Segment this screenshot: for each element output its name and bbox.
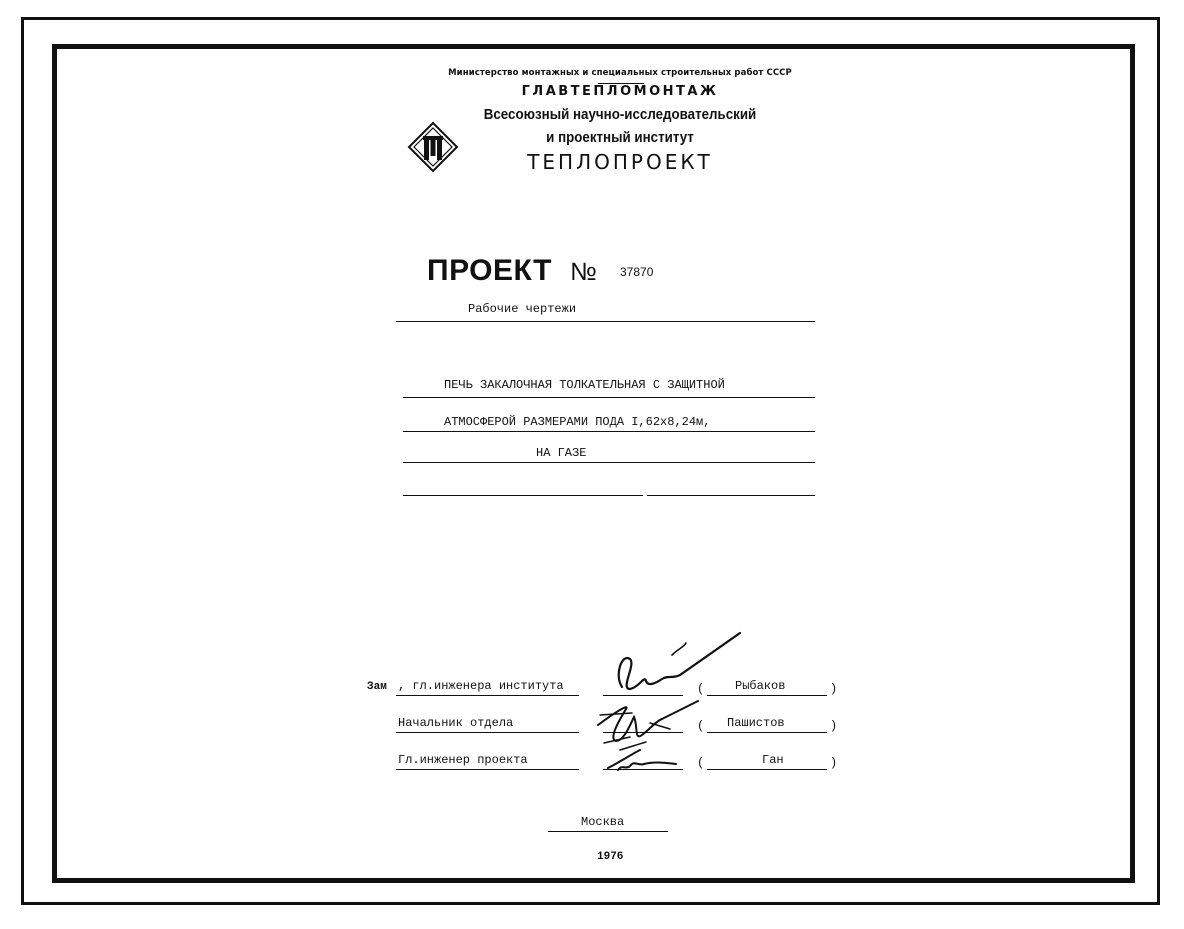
signer-name-1: Рыбаков — [735, 679, 786, 693]
title-underline-2 — [403, 431, 815, 432]
number-sign: № — [570, 258, 597, 286]
position-underline-3 — [396, 769, 579, 770]
signature-position-1: , гл.инженера института — [398, 679, 564, 693]
city: Москва — [581, 815, 625, 829]
title-underline-1 — [403, 397, 815, 398]
signer-name-3: Ган — [762, 753, 784, 767]
institute-line-1: Всесоюзный научно-исследовательский — [483, 107, 757, 123]
title-line-1: ПЕЧЬ ЗАКАЛОЧНАЯ ТОЛКАТЕЛЬНАЯ С ЗАЩИТНОЙ — [444, 378, 725, 392]
title-line-2: АТМОСФЕРОЙ РАЗМЕРАМИ ПОДА I,62х8,24м, — [444, 415, 711, 429]
stage-underline — [396, 321, 815, 322]
handwritten-signature-3 — [600, 740, 710, 780]
institute-name: ТЕПЛОПРОЕКТ — [527, 150, 713, 174]
title-line-3: НА ГАЗЕ — [536, 446, 587, 460]
paren-close-1: ) — [830, 682, 838, 696]
position-underline-1 — [396, 695, 579, 696]
city-underline — [548, 831, 668, 832]
paren-open-3: ( — [697, 756, 705, 770]
title-underline-3 — [403, 462, 815, 463]
name-underline-3 — [707, 769, 827, 770]
blank-underline-left — [403, 495, 643, 496]
signature-position-3: Гл.инженер проекта — [398, 753, 528, 767]
paren-close-2: ) — [830, 719, 838, 733]
signer-name-2: Пашистов — [727, 716, 785, 730]
signature-position-2: Начальник отдела — [398, 716, 514, 730]
project-number: 37870 — [620, 265, 654, 279]
name-underline-2 — [707, 732, 827, 733]
paren-open-2: ( — [697, 719, 705, 733]
project-label: ПРОЕКТ — [427, 254, 552, 287]
position-underline-2 — [396, 732, 579, 733]
blank-underline-right — [647, 495, 815, 496]
ministry-line: Министерство монтажных и специальных строительных работ СССР — [448, 68, 792, 78]
project-stage: Рабочие чертежи — [468, 302, 577, 316]
institute-logo-icon — [407, 121, 459, 173]
paren-close-3: ) — [830, 756, 838, 770]
paren-open-1: ( — [697, 682, 705, 696]
signature-prefix: Зам — [367, 681, 387, 693]
institute-line-2: и проектный институт — [546, 130, 694, 146]
handwritten-signature-1 — [600, 625, 750, 705]
year: 1976 — [597, 851, 624, 863]
glavk-name: ГЛАВТЕПЛОМОНТАЖ — [521, 84, 719, 99]
